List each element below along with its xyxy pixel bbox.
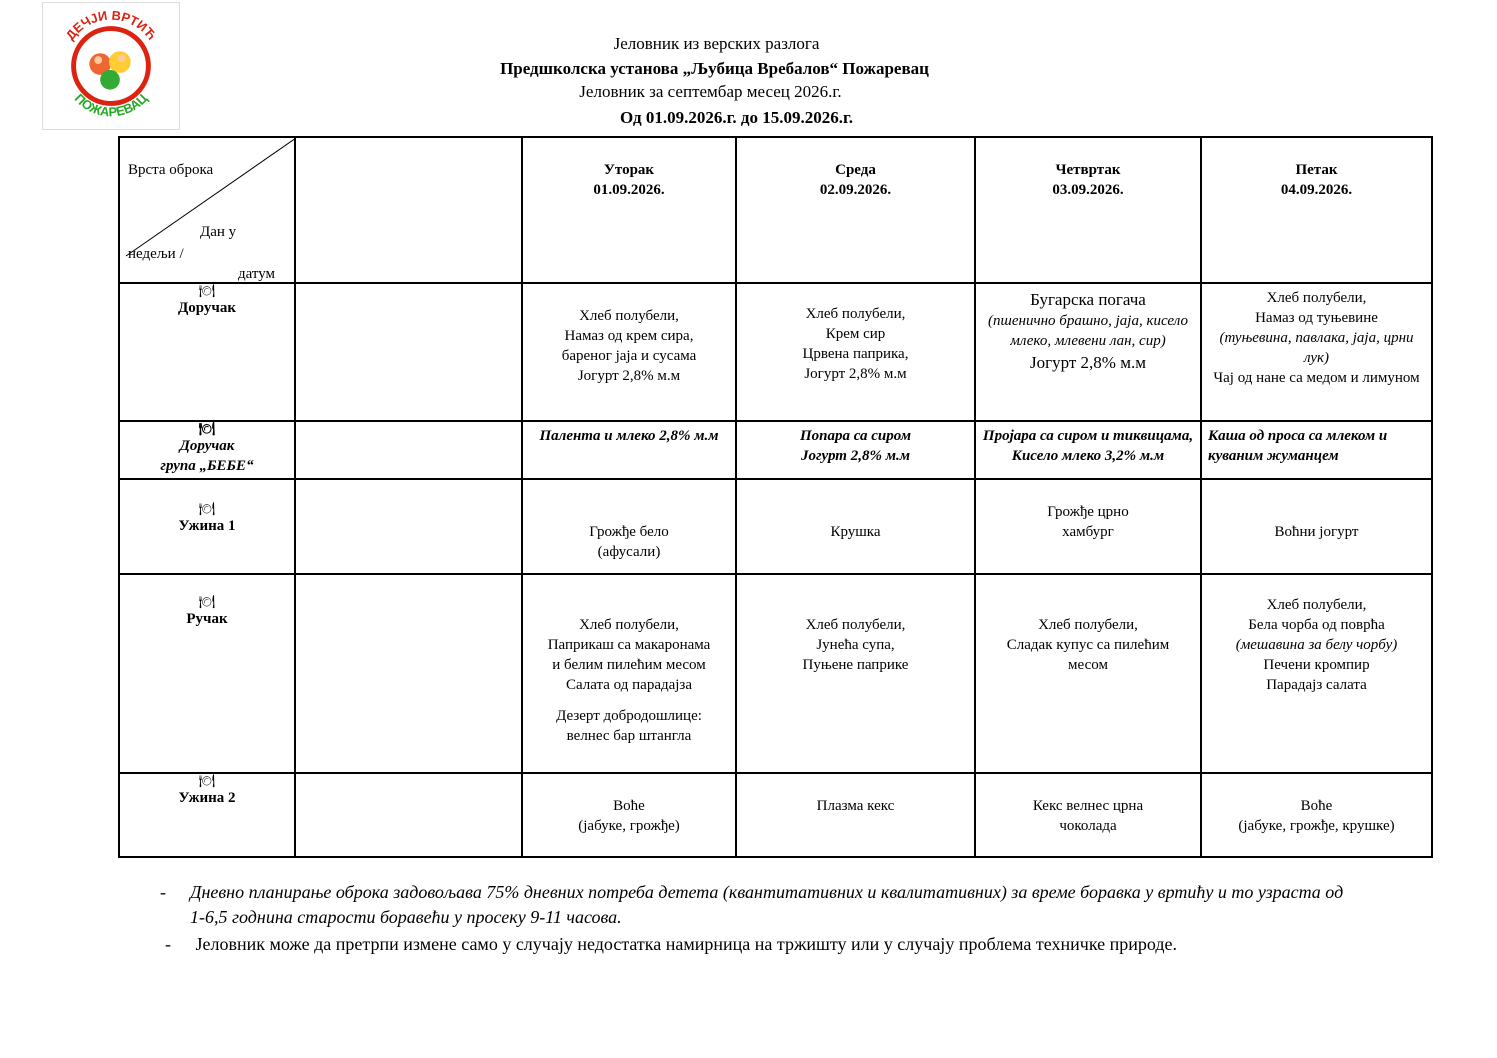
menu-line: Хлеб полубели, [1266, 597, 1367, 613]
menu-line: Бела чорба од поврћа [1248, 617, 1385, 633]
footnote-2 [165, 932, 1415, 957]
menu-line: Чај од нане са медом и лимуном [1213, 370, 1420, 386]
lunch-thu [975, 574, 1201, 773]
menu-line: Намаз од крем сира, [564, 328, 694, 344]
menu-line: (јабуке, грожђе) [578, 818, 680, 834]
snack2-thu [975, 773, 1201, 857]
menu-line: чоколада [1059, 818, 1117, 834]
plate-cutlery-icon: 🍽 [198, 421, 216, 436]
menu-line: Воће [613, 798, 645, 814]
plate-cutlery-icon: 🍽 [198, 773, 216, 788]
snack1-fri: Воћни јогурт [1201, 479, 1432, 574]
empty-cell [295, 479, 522, 574]
meal-name: Доручак [179, 438, 235, 454]
snack1-wed: Крушка [736, 479, 975, 574]
corner-date: датум [238, 266, 276, 282]
breakfast-fri [1201, 283, 1432, 421]
menu-line: Хлеб полубели, [579, 617, 679, 633]
menu-line: Попара са сиром [800, 428, 911, 444]
snack1-row [119, 479, 1432, 574]
day-date: 01.09.2026. [593, 182, 665, 198]
corner-day-a: Дан у [200, 224, 237, 240]
snack2-row [119, 773, 1432, 857]
babies-row [119, 421, 1432, 479]
menu-line: Јунећа супа, [816, 637, 895, 653]
menu-line: Паприкаш са макаронама [547, 637, 711, 653]
day-name: Уторак [603, 162, 655, 178]
menu-line: Дезерт добродошлице: [556, 708, 702, 724]
logo-top-text: ДЕЧЈИ ВРТИЋ [62, 7, 160, 43]
menu-line: бареног јаја и сусама [561, 348, 697, 364]
snack1-thu [975, 479, 1201, 574]
corner-meal-type: Врста оброка [128, 162, 214, 178]
logo-bottom-text: ПОЖАРЕВАЦ [71, 90, 151, 120]
plate-cutlery-icon: 🍽 [198, 594, 216, 609]
meal-label-snack2 [119, 773, 295, 857]
breakfast-row [119, 283, 1432, 421]
meal-name: Ручак [186, 611, 228, 627]
meal-group: група „БЕБЕ“ [160, 458, 254, 474]
breakfast-thu [975, 283, 1201, 421]
meal-name: Ужина 1 [178, 518, 236, 534]
header-period: Од 01.09.2026.г. до 15.09.2026.г. [619, 108, 854, 127]
menu-line: Хлеб полубели, [805, 306, 906, 322]
empty-cell [295, 283, 522, 421]
menu-line: Намаз од туњевине [1255, 310, 1378, 326]
menu-line: Пуњене паприке [802, 657, 909, 673]
header-line-1: Јеловник из верских разлога [613, 34, 820, 53]
menu-line: Бугарска погача [1030, 290, 1146, 309]
breakfast-wed [736, 283, 975, 421]
empty-cell [295, 421, 522, 479]
corner-day-b: недељи / [128, 246, 184, 262]
day-name: Среда [835, 162, 876, 178]
meal-name: Ужина 2 [178, 790, 236, 806]
snack2-fri [1201, 773, 1432, 857]
empty-cell [295, 773, 522, 857]
menu-line: Парадајз салата [1266, 677, 1367, 693]
lunch-row [119, 574, 1432, 773]
menu-line: (јабуке, грожђе, крушке) [1238, 818, 1395, 834]
bullet-dash: - [165, 934, 171, 954]
meal-label-babies [119, 421, 295, 479]
header-institution: Предшколска установа „Љубица Вребалов“ Пожаревац [500, 59, 929, 78]
menu-line: Грожђе бело [589, 524, 669, 540]
header-month: Јеловник за септембар месец 2026.г. [579, 82, 842, 101]
menu-line: Крем сир [825, 326, 886, 342]
footnote-text: Јеловник може да претрпи измене само у случају недостатка намирница на тржишту или у случају проблема техничке природе. [195, 934, 1178, 954]
lunch-tue [522, 574, 736, 773]
lunch-wed [736, 574, 975, 773]
babies-fri: Каша од проса са млеком и куваним жуманцем [1201, 421, 1432, 479]
day-name: Четвртак [1055, 162, 1121, 178]
plate-cutlery-icon: 🍽 [198, 501, 216, 516]
bullet-dash: - [160, 882, 166, 902]
menu-line: хамбург [1062, 524, 1114, 540]
lunch-fri [1201, 574, 1432, 773]
empty-cell [295, 137, 522, 283]
menu-line: Грожђе црно [1047, 504, 1129, 520]
menu-line: Јогурт 2,8% м.м [1030, 353, 1146, 372]
snack2-tue [522, 773, 736, 857]
menu-line: Јогурт 2,8% м.м [577, 368, 681, 384]
menu-line: (афусали) [597, 544, 661, 560]
babies-wed [736, 421, 975, 479]
corner-cell [119, 137, 295, 283]
menu-line: Хлеб полубели, [805, 617, 906, 633]
footnote-1 [160, 880, 1360, 930]
meal-label-snack1 [119, 479, 295, 574]
menu-line: Хлеб полубели, [1266, 290, 1367, 306]
menu-note: (пшенично брашно, јаја, кисело млеко, млевени лан, сир) [988, 313, 1188, 349]
empty-cell [295, 574, 522, 773]
menu-note: (мешавина за белу чорбу) [1235, 637, 1398, 653]
day-header-tue [522, 137, 736, 283]
menu-line: Јогурт 2,8% м.м [800, 448, 910, 464]
menu-line: Кекс велнес црна [1032, 798, 1144, 814]
day-header-thu [975, 137, 1201, 283]
menu-line: Салата од парадајза [565, 677, 693, 693]
menu-line: Печени кромпир [1263, 657, 1370, 673]
day-name: Петак [1295, 162, 1338, 178]
snack1-tue [522, 479, 736, 574]
day-header-fri [1201, 137, 1432, 283]
snack2-wed: Плазма кекс [736, 773, 975, 857]
babies-tue: Палента и млеко 2,8% м.м [522, 421, 736, 479]
day-date: 04.09.2026. [1280, 182, 1353, 198]
header-row [119, 137, 1432, 283]
menu-line: и белим пилећим месом [552, 657, 706, 673]
meal-name: Доручак [177, 300, 237, 316]
menu-line: Воће [1300, 798, 1333, 814]
menu-line: велнес бар штангла [566, 728, 692, 744]
menu-line: Хлеб полубели, [1038, 617, 1138, 633]
meal-label-breakfast [119, 283, 295, 421]
babies-thu: Пројара са сиром и тиквицама, Кисело млеко 3,2% м.м [975, 421, 1201, 479]
meal-label-lunch [119, 574, 295, 773]
day-date: 03.09.2026. [1052, 182, 1124, 198]
menu-line: Јогурт 2,8% м.м [804, 366, 907, 382]
menu-table [118, 136, 1433, 858]
breakfast-tue [522, 283, 736, 421]
menu-line: Црвена паприка, [802, 346, 909, 362]
footnote-text: Дневно планирање оброка задовољава 75% дневних потреба детета (квантитативних и квалитативних) за време боравка у вртићу и то узраста од 1-6,5 годнина старости боравећи у просеку 9-11 часова. [190, 882, 1344, 927]
day-header-wed [736, 137, 975, 283]
menu-note: (туњевина, павлака, јаја, црни лук) [1219, 330, 1414, 366]
menu-line: Сладак купус са пилећим [1006, 637, 1170, 653]
day-date: 02.09.2026. [819, 182, 892, 198]
menu-line: Хлеб полубели, [579, 308, 679, 324]
menu-line: месом [1068, 657, 1108, 673]
plate-cutlery-icon: 🍽 [198, 283, 216, 298]
